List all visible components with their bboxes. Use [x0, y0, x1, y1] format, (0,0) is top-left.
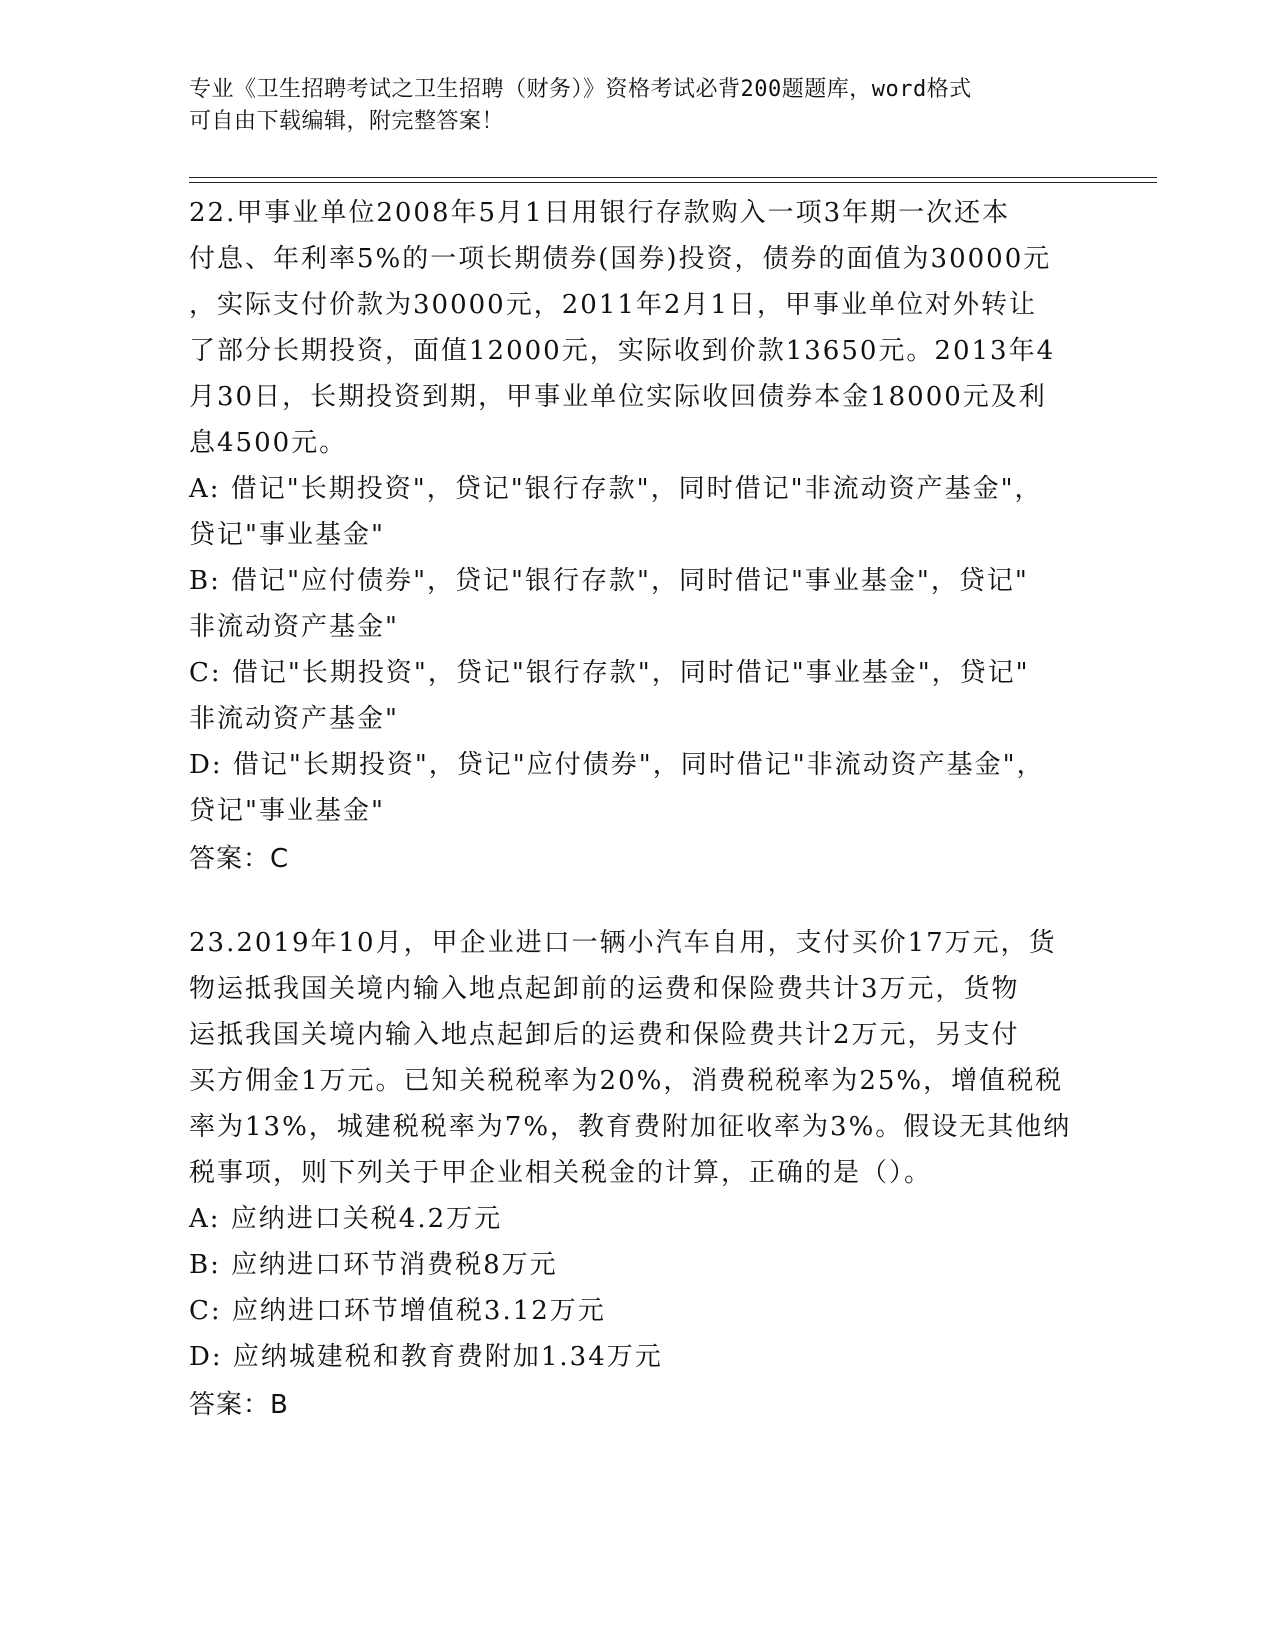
option-line: C: 借记"长期投资"，贷记"银行存款"，同时借记"事业基金"，贷记"	[189, 658, 1030, 688]
option-line: A: 借记"长期投资"，贷记"银行存款"，同时借记"非流动资产基金"，	[189, 474, 1043, 504]
stem-line: 息4500元。	[189, 428, 348, 458]
question-23	[189, 920, 1089, 1428]
header-title-line-2: 可自由下载编辑，附完整答案！	[189, 109, 505, 134]
stem-line: 了部分长期投资，面值12000元，实际收到价款13650元。2013年4	[189, 336, 1056, 366]
stem-line: 运抵我国关境内输入地点起卸后的运费和保险费共计2万元，另支付	[189, 1020, 1020, 1050]
document-header	[189, 74, 1069, 138]
option-line: C: 应纳进口环节增值税3.12万元	[189, 1296, 606, 1326]
option-a	[189, 1196, 1089, 1242]
stem-line: 月30日，长期投资到期，甲事业单位实际收回债券本金18000元及利	[189, 382, 1047, 412]
question-stem	[189, 920, 1089, 1196]
stem-line: 税事项，则下列关于甲企业相关税金的计算，正确的是（）。	[189, 1158, 933, 1188]
stem-line: ，实际支付价款为30000元，2011年2月1日，甲事业单位对外转让	[189, 290, 1037, 320]
option-line: B: 应纳进口环节消费税8万元	[189, 1250, 558, 1280]
option-line: D: 应纳城建税和教育费附加1.34万元	[189, 1342, 663, 1372]
question-stem	[189, 190, 1089, 466]
stem-line: 物运抵我国关境内输入地点起卸前的运费和保险费共计3万元，货物	[189, 974, 1020, 1004]
stem-line: 22.甲事业单位2008年5月1日用银行存款购入一项3年期一次还本	[189, 198, 1011, 228]
option-line: 贷记"事业基金"	[189, 796, 385, 826]
stem-line: 付息、年利率5%的一项长期债券(国券)投资，债券的面值为30000元	[189, 244, 1052, 274]
header-divider-top	[189, 177, 1157, 178]
option-d	[189, 742, 1089, 834]
question-22	[189, 190, 1089, 882]
header-title-line-1: 专业《卫生招聘考试之卫生招聘（财务）》资格考试必背200题题库，word格式	[189, 77, 972, 102]
option-line: A: 应纳进口关税4.2万元	[189, 1204, 503, 1234]
option-a	[189, 466, 1089, 558]
stem-line: 率为13%，城建税税率为7%，教育费附加征收率为3%。假设无其他纳	[189, 1112, 1072, 1142]
option-c	[189, 1288, 1089, 1334]
option-b	[189, 1242, 1089, 1288]
answer-label: 答案：B	[189, 1390, 289, 1420]
option-line: 贷记"事业基金"	[189, 520, 385, 550]
option-line: D: 借记"长期投资"，贷记"应付债券"，同时借记"非流动资产基金"，	[189, 750, 1045, 780]
option-line: B: 借记"应付债券"，贷记"银行存款"，同时借记"事业基金"，贷记"	[189, 566, 1029, 596]
option-c	[189, 650, 1089, 742]
answer-label: 答案：C	[189, 844, 290, 874]
stem-line: 买方佣金1万元。已知关税税率为20%，消费税税率为25%，增值税税	[189, 1066, 1064, 1096]
option-line: 非流动资产基金"	[189, 612, 399, 642]
header-divider-bottom	[189, 182, 1157, 183]
option-d	[189, 1334, 1089, 1380]
option-line: 非流动资产基金"	[189, 704, 399, 734]
stem-line: 23.2019年10月，甲企业进口一辆小汽车自用，支付买价17万元，货	[189, 928, 1057, 958]
option-b	[189, 558, 1089, 650]
